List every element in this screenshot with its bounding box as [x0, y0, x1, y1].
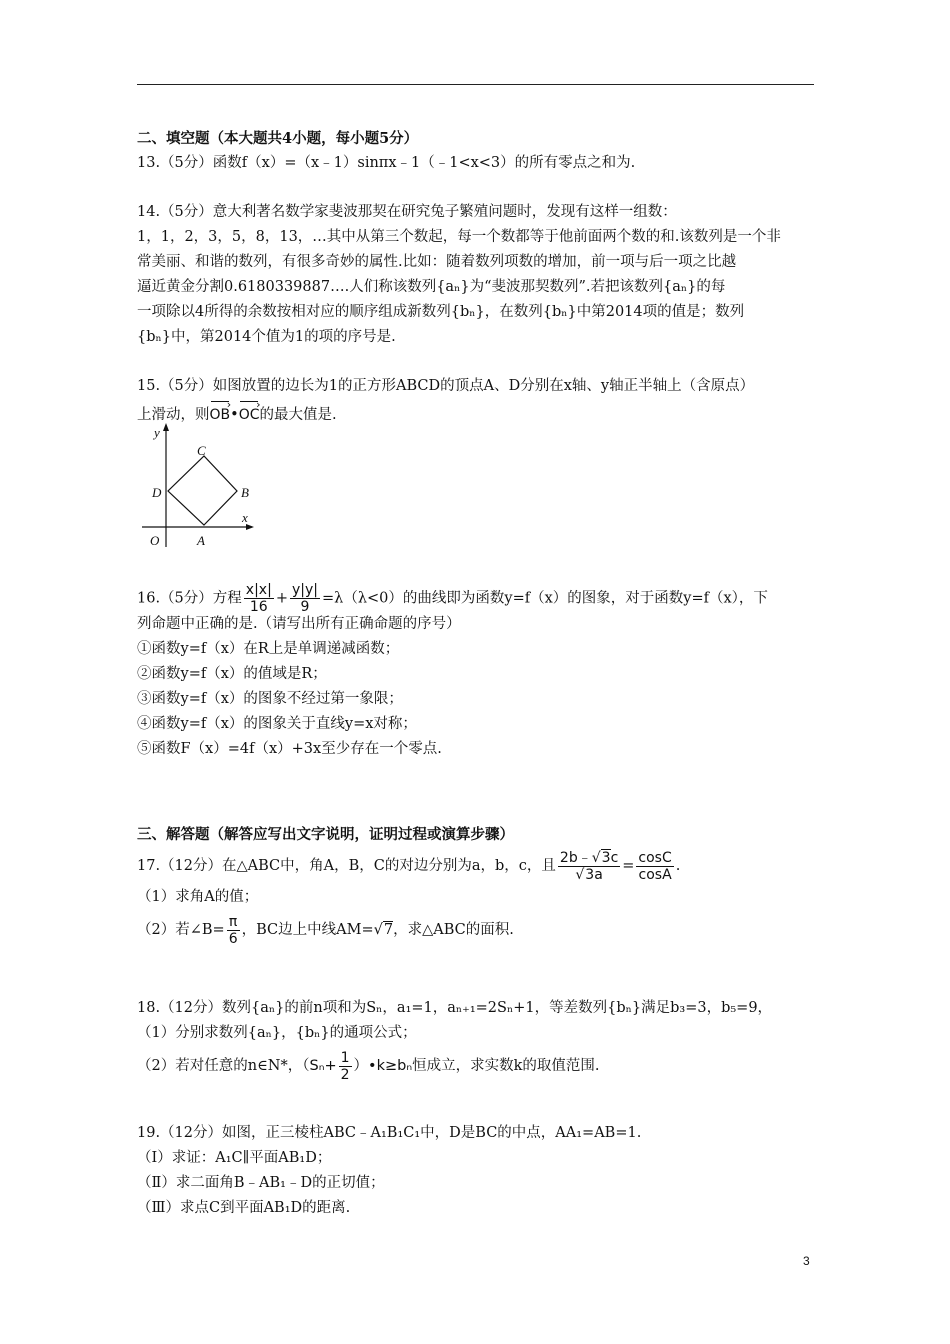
- label-a: A: [197, 533, 205, 548]
- six-denominator: 6: [228, 930, 238, 947]
- fraction-one-half: [339, 1050, 352, 1083]
- question-13: 13.（5分）函数f（x）=（x﹣1）sinπx﹣1（﹣1<x<3）的所有零点之和为.: [137, 155, 636, 171]
- q16-option: ⑤函数F（x）=4f（x）+3x至少存在一个零点.: [137, 741, 442, 757]
- y-axis-arrow: [163, 423, 169, 431]
- vector-ob: OB ›: [210, 399, 231, 428]
- q15-text-post: 的最大值是.: [259, 407, 337, 423]
- q15-line2: [137, 399, 817, 424]
- section2-heading: 二、填空题（本大题共4小题，每小题5分）: [137, 130, 419, 147]
- denominator-a: a: [594, 866, 603, 883]
- plus-sign: +: [275, 590, 288, 607]
- q15-line1: 15.（5分）如图放置的边长为1的正方形ABCD的顶点A、D分别在x轴、y轴正半轴上（含原点）: [137, 378, 755, 394]
- label-x: x: [242, 510, 248, 525]
- q16-text-post: =λ（λ<0）的曲线即为函数y=f（x）的图象，对于函数y=f（x），下: [321, 590, 768, 607]
- period: .: [675, 858, 681, 874]
- q16-option: ①函数y=f（x）在R上是单调递减函数；: [137, 641, 400, 657]
- q14-line: 常美丽、和谐的数列，有很多奇妙的属性.比如：随着数列项数的增加，前一项与后一项之比越: [137, 254, 737, 270]
- q18-line1: 18.（12分）数列{aₙ}的前n项和为Sₙ，a₁=1，aₙ₊₁=2Sₙ+1，等差数列{bₙ}满足b₃=3，b₅=9，: [137, 1000, 773, 1016]
- q16-line: 列命题中正确的是.（请写出所有正确命题的序号）: [137, 616, 461, 632]
- q18-part1: （1）分别求数列{aₙ}，{bₙ}的通项公式；: [137, 1025, 417, 1041]
- question-15: [137, 374, 817, 424]
- section2-block: [137, 126, 817, 176]
- header-rule: [137, 84, 814, 85]
- half-numerator: 1: [340, 1049, 350, 1066]
- label-y: y: [154, 425, 160, 440]
- half-denominator: 2: [340, 1066, 350, 1083]
- q14-line: 14.（5分）意大利著名数学家斐波那契在研究兔子繁殖问题时，发现有这样一组数：: [137, 204, 677, 220]
- fraction-q17-left-numerator: 2b﹣√3c: [559, 849, 619, 866]
- question-18: [137, 996, 817, 1086]
- fraction-q17-left: [558, 850, 620, 883]
- q14-line: {bₙ}中，第2014个值为1的项的序号是.: [137, 329, 396, 345]
- numerator-term: 2b﹣: [559, 849, 592, 866]
- numerator-c: c: [610, 849, 619, 866]
- q16-text-pre: 16.（5分）方程: [137, 590, 242, 607]
- q18-part2-pre: （2）若对任意的n∈N*，: [137, 1058, 303, 1074]
- q17-line1: [137, 847, 817, 885]
- fraction-x-numerator: x|x|: [245, 582, 272, 598]
- q14-line: 1，1，2，3，5，8，13，…其中从第三个数起，每一个数都等于他前面两个数的和.该数列是一个非: [137, 229, 781, 245]
- q15-text-pre: 上滑动，则: [137, 407, 210, 423]
- fraction-y-numerator: y|y|: [291, 582, 318, 598]
- fraction-cosc: cosC: [638, 849, 672, 866]
- dot-operator: •: [230, 407, 239, 423]
- q17-part2-post: ，求△ABC的面积.: [393, 922, 514, 938]
- label-c: C: [197, 443, 206, 458]
- fraction-q17-right: [636, 850, 673, 883]
- question-16: [137, 582, 817, 762]
- q17-part2: （2）若∠B= $\frac{\pi}{6}$ ，BC边上中线AM=√7，求△ABC的面积.: [137, 913, 514, 947]
- q18-part2-post: 恒成立，求实数k的取值范围.: [412, 1058, 600, 1074]
- fraction-y: [290, 582, 320, 615]
- equals-sign: =: [622, 858, 635, 874]
- q17-part1: （1）求角A的值；: [137, 889, 259, 905]
- q18-part2: [137, 1046, 817, 1086]
- fraction-x-denominator: 16: [249, 599, 268, 615]
- q19-line1: 19.（12分）如图，正三棱柱ABC﹣A₁B₁C₁中，D是BC的中点，AA₁=AB=1.: [137, 1125, 642, 1141]
- label-d: D: [152, 485, 162, 500]
- pi-numerator: π: [227, 914, 240, 931]
- q19-part: （Ⅱ）求二面角B﹣AB₁﹣D的正切值；: [137, 1175, 385, 1191]
- q17-part2-mid: ，BC边上中线AM=: [241, 922, 374, 938]
- q14-line: 逼近黄金分割0.6180339887….人们称该数列{aₙ}为“斐波那契数列”.若把该数列{aₙ}的每: [137, 279, 726, 295]
- square-abcd: [168, 456, 237, 525]
- q16-option: ④函数y=f（x）的图象关于直线y=x对称；: [137, 716, 417, 732]
- radicand: 3: [601, 849, 611, 866]
- q19-part: （Ⅲ）求点C到平面AB₁D的距离.: [137, 1200, 351, 1216]
- section3-heading: 三、解答题（解答应写出文字说明，证明过程或演算步骤）: [137, 826, 514, 843]
- square-on-axes-figure: [142, 423, 262, 551]
- fraction-x: [244, 582, 274, 615]
- q16-option: ②函数y=f（x）的值域是R；: [137, 666, 327, 682]
- q19-part: （Ⅰ）求证：A₁C∥平面AB₁D；: [137, 1150, 332, 1166]
- vector-oc: OC ›: [239, 399, 260, 428]
- q16-line1: [137, 582, 817, 615]
- q17-text-pre: 17.（12分）在△ABC中，角A，B，C的对边分别为a，b，c，且: [137, 858, 556, 874]
- label-b: B: [241, 485, 249, 500]
- q17-part2-pre: （2）若∠B=: [137, 922, 225, 938]
- q16-option: ③函数y=f（x）的图象不经过第一象限；: [137, 691, 403, 707]
- label-o: O: [150, 533, 160, 548]
- radicand: 3: [585, 866, 595, 883]
- page-number: 3: [803, 1254, 810, 1268]
- radicand-7: 7: [383, 922, 394, 938]
- fraction-q17-left-denominator: √3a: [575, 866, 603, 883]
- q18-expr-left: （Sₙ+: [302, 1058, 337, 1074]
- fraction-pi-over-6: [227, 914, 240, 947]
- section3-block: [137, 822, 817, 950]
- q14-line: 一项除以4所得的余数按相对应的顺序组成新数列{bₙ}，在数列{bₙ}中第2014项的值是；数列: [137, 304, 745, 320]
- fraction-y-denominator: 9: [300, 599, 310, 615]
- fraction-cosa: cosA: [638, 866, 672, 883]
- q18-expr-right: ）•k≥bₙ: [353, 1058, 413, 1074]
- question-14: [137, 200, 817, 350]
- question-19: [137, 1121, 817, 1221]
